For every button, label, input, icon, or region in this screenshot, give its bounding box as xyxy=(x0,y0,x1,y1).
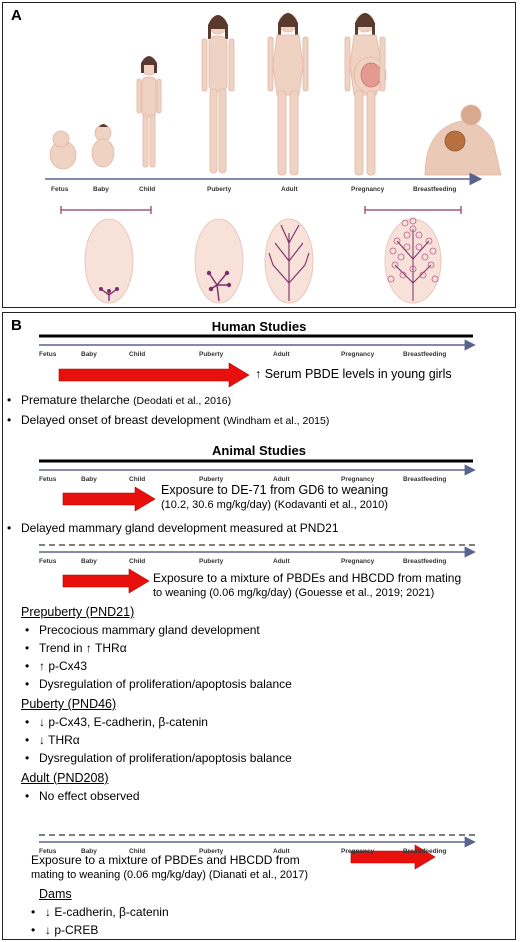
life-stage-illustration xyxy=(3,3,515,307)
stage-label: Puberty xyxy=(199,351,224,358)
human-exposure-arrow xyxy=(59,363,249,387)
prepuberty-item: • ↑ p-Cx43 xyxy=(39,659,87,673)
stage-label: Breastfeeding xyxy=(403,351,447,358)
stage-label: Child xyxy=(129,351,146,358)
stage-label: Adult xyxy=(273,558,290,565)
stage-label: Adult xyxy=(273,848,290,855)
panel-a-label: A xyxy=(11,7,22,24)
stage-label: Pregnancy xyxy=(351,186,385,193)
human-exposure-text: ↑ Serum PBDE levels in young girls xyxy=(255,367,452,381)
mammary-gland-child xyxy=(85,219,133,303)
stage-label: Pregnancy xyxy=(341,848,375,855)
panel-b-label: B xyxy=(11,317,22,334)
stage-label: Fetus xyxy=(51,186,69,193)
stage-label: Pregnancy xyxy=(341,558,375,565)
human-finding: • Premature thelarche (Deodati et al., 2016) xyxy=(21,393,231,407)
stage-label: Fetus xyxy=(39,558,57,565)
puberty-item: • ↓ p-Cx43, E-cadherin, β-catenin xyxy=(39,715,208,729)
prepuberty-item: • Precocious mammary gland development xyxy=(39,623,260,637)
mammary-gland-adult xyxy=(265,219,313,303)
stage-label: Fetus xyxy=(39,351,57,358)
dams-item: • ↓ p-CREB xyxy=(45,923,98,937)
puberty-item: • ↓ THRα xyxy=(39,733,80,747)
puberty-item: • Dysregulation of proliferation/apoptosis balance xyxy=(39,751,292,765)
stage-label: Breastfeeding xyxy=(403,476,447,483)
animal-studies-title: Animal Studies xyxy=(212,443,306,458)
dams-item: • ↓ E-cadherin, β-catenin xyxy=(45,905,169,919)
study2-exposure-arrow xyxy=(63,569,149,593)
lactation-window-bracket xyxy=(365,206,461,214)
study3-exposure-line2: mating to weaning (0.06 mg/kg/day) (Dianati et al., 2017) xyxy=(31,869,308,881)
stage-label: Puberty xyxy=(199,558,224,565)
adult-item: • No effect observed xyxy=(39,789,140,803)
study1-exposure-arrow xyxy=(63,487,155,511)
study2-exposure-line1: Exposure to a mixture of PBDEs and HBCDD from mating xyxy=(153,571,462,585)
stage-label: Breastfeeding xyxy=(403,558,447,565)
stage-label: Baby xyxy=(81,476,97,483)
early-window-bracket xyxy=(61,206,151,214)
dams-heading: Dams xyxy=(39,887,72,901)
stage-label: Pregnancy xyxy=(341,351,375,358)
stage-label: Child xyxy=(139,186,156,193)
panel-b xyxy=(2,312,516,940)
study3-exposure-line1: Exposure to a mixture of PBDEs and HBCDD from xyxy=(31,853,300,867)
puberty-figure xyxy=(202,15,234,173)
study1-finding: • Delayed mammary gland development measured at PND21 xyxy=(21,521,339,535)
stage-label: Adult xyxy=(281,186,298,193)
baby-figure xyxy=(92,124,114,167)
stage-label: Baby xyxy=(81,558,97,565)
stage-label: Puberty xyxy=(207,186,232,193)
mammary-gland-puberty xyxy=(195,219,243,303)
study1-exposure-line2: (10.2, 30.6 mg/kg/day) (Kodavanti et al., 2010) xyxy=(161,499,388,511)
mammary-gland-lactation xyxy=(385,218,441,303)
stage-label: Adult xyxy=(273,351,290,358)
study1-exposure-line1: Exposure to DE-71 from GD6 to weaning xyxy=(161,483,389,497)
prepuberty-heading: Prepuberty (PND21) xyxy=(21,605,135,619)
adult-figure xyxy=(268,13,308,175)
study2-exposure-line2: to weaning (0.06 mg/kg/day) (Gouesse et al., 2019; 2021) xyxy=(153,587,435,599)
stage-label: Fetus xyxy=(39,476,57,483)
stage-label: Puberty xyxy=(199,848,224,855)
adult-heading: Adult (PND208) xyxy=(21,771,109,785)
human-finding: • Delayed onset of breast development (Windham et al., 2015) xyxy=(21,413,329,427)
prepuberty-item: • Dysregulation of proliferation/apoptosis balance xyxy=(39,677,292,691)
stage-label: Pregnancy xyxy=(341,476,375,483)
stage-label: Child xyxy=(129,476,146,483)
stage-label: Baby xyxy=(93,186,109,193)
stage-label: Child xyxy=(129,848,146,855)
child-figure xyxy=(137,56,161,167)
stage-label: Puberty xyxy=(199,476,224,483)
stage-label: Baby xyxy=(81,848,97,855)
panel-a xyxy=(2,2,516,308)
prepuberty-item: • Trend in ↑ THRα xyxy=(39,641,127,655)
stage-label: Adult xyxy=(273,476,290,483)
stage-label: Child xyxy=(129,558,146,565)
human-studies-title: Human Studies xyxy=(211,319,307,334)
puberty-heading: Puberty (PND46) xyxy=(21,697,117,711)
stage-label: Fetus xyxy=(39,848,57,855)
stage-label: Baby xyxy=(81,351,97,358)
pregnancy-figure xyxy=(345,13,386,175)
stage-label: Breastfeeding xyxy=(403,848,447,855)
stage-label: Breastfeeding xyxy=(413,186,457,193)
breastfeeding-figure xyxy=(425,105,501,175)
fetus-figure xyxy=(50,131,76,169)
